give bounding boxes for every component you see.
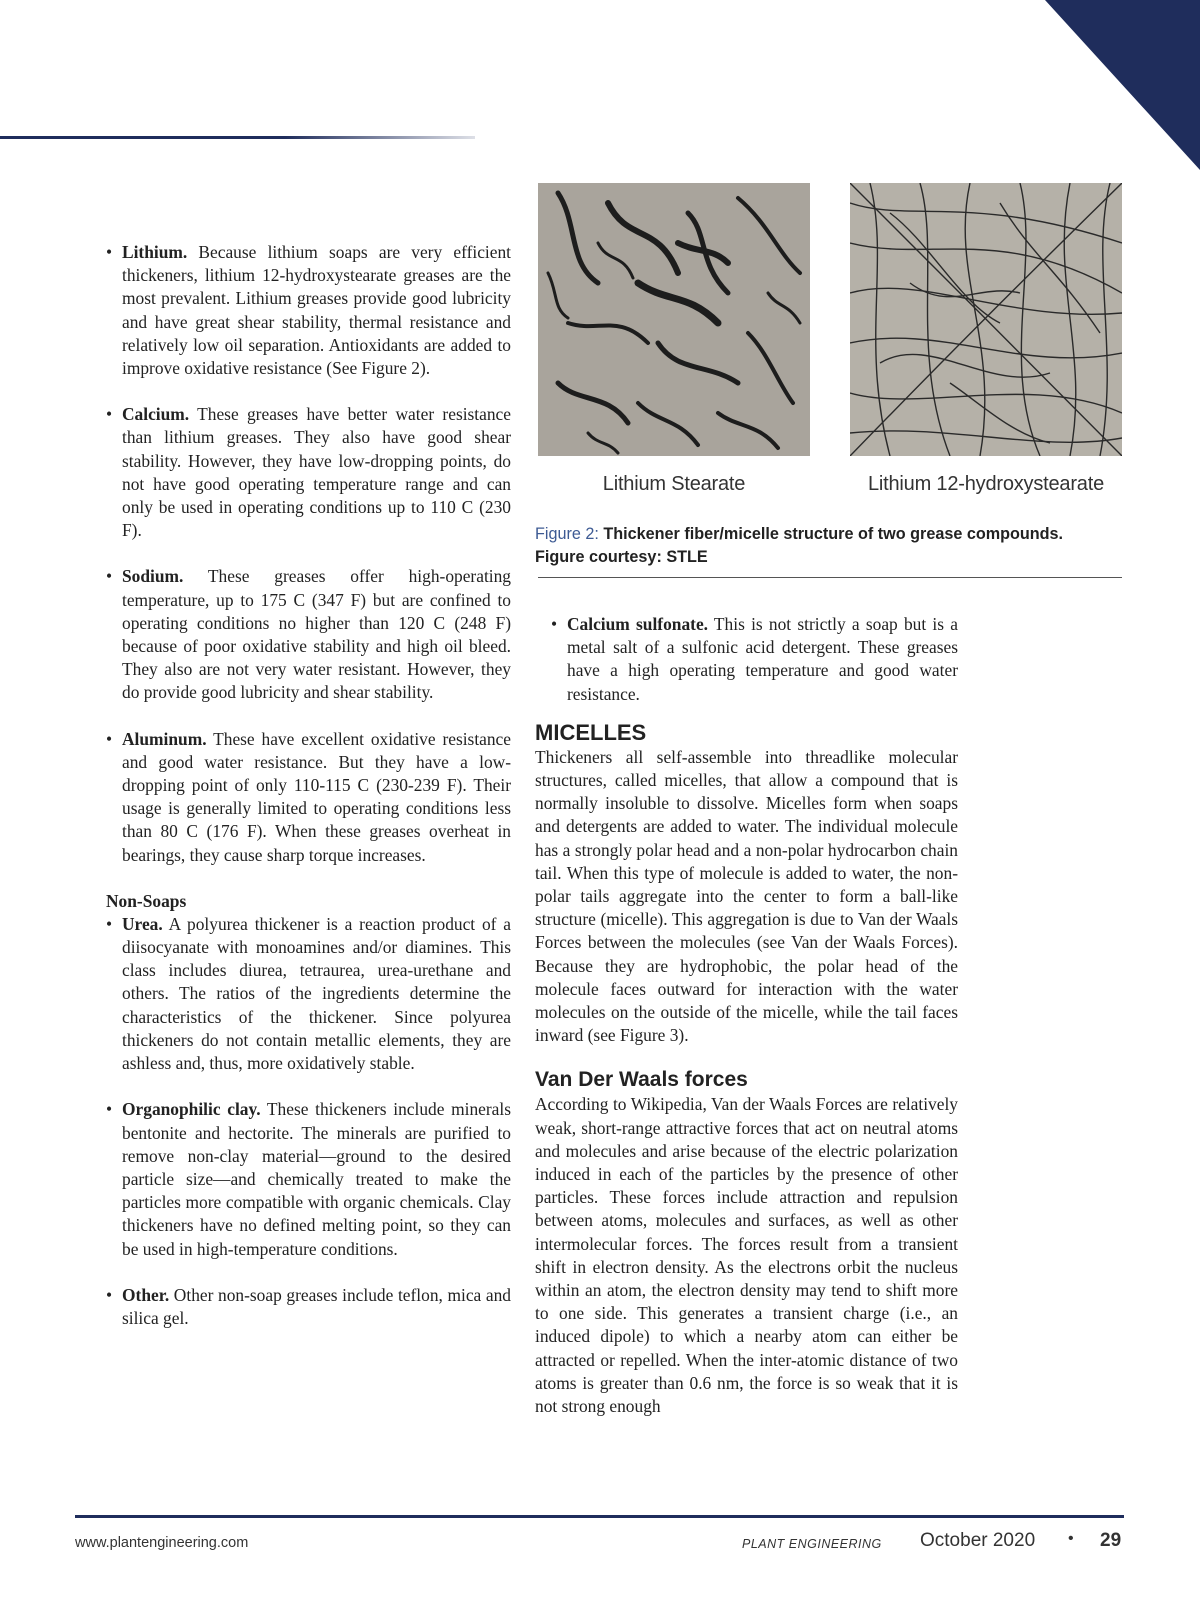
footer-date: October 2020: [920, 1530, 1036, 1551]
non-soaps-heading: Non-Soaps: [106, 890, 187, 911]
figure-caption-text: Thickener fiber/micelle structure of two grease compounds. Figure courtesy: STLE: [535, 525, 1064, 566]
header-rule: [0, 136, 475, 139]
body-calcium: These greases have better water resistance than lithium greases. They also have good shear stability. However, they have low-dropping points, do not have good operating temperature range and can only be used in operating conditions up to 110 C (230 F).: [122, 404, 511, 541]
lithium-stearate-micrograph: [538, 183, 810, 456]
caption-divider: [538, 577, 1122, 578]
body-aluminum: These have excellent oxidative resistance and good water resistance. But they have a low-dropping point of only 110-115 C (230-239 F). Their usage is generally limited to operating conditions less than 80 C (176 F). When these greases overheat in bearings, they cause sharp torque increases.: [122, 728, 511, 865]
term-calcium: Calcium.: [122, 404, 190, 425]
list-item-calcium: [106, 403, 511, 542]
list-item-other: [106, 1284, 511, 1330]
left-column: [106, 241, 511, 1353]
term-clay: Organophilic clay.: [122, 1099, 261, 1120]
list-item-calcium-sulfonate: [535, 613, 958, 706]
footer-url: www.plantengineering.com: [75, 1535, 249, 1551]
body-lithium: Because lithium soaps are very efficient thickeners, lithium 12-hydroxystearate greases are the most prevalent. Lithium greases provide good lubricity and have great shear stability, thermal resistance and relatively low oil separation. Antioxidants are added to improve oxidative resistance (See Figure 2).: [122, 242, 511, 379]
figure-caption: [535, 523, 1095, 569]
term-urea: Urea.: [122, 913, 163, 934]
footer-separator: •: [1068, 1530, 1074, 1547]
list-item-sodium: [106, 565, 511, 704]
footer-magazine-name: PLANT ENGINEERING: [742, 1537, 882, 1551]
corner-triangle-decoration: [1020, 0, 1200, 175]
micelles-paragraph: Thickeners all self-assemble into threadlike molecular structures, called micelles, that allow a compound that is normally insoluble to dissolve. Micelles form when soaps and detergents are added to water. The individual molecule has a strongly polar head and a non-polar hydrocarbon chain tail. When this type of molecule is added to water, the non-polar tails aggregate into the center to form a ball-like structure (micelle). This aggregation is due to Van der Waals Forces between the molecules (see Van der Waals Forces). Because they are hydrophobic, the polar head of the molecule faces outward for interaction with the water molecules on the outside of the micelle, while the tail faces inward (see Figure 3).: [535, 746, 958, 1046]
lithium-hydroxystearate-micrograph: [850, 183, 1122, 456]
figure-label-lithium-stearate: Lithium Stearate: [602, 473, 746, 495]
body-other: Other non-soap greases include teflon, mica and silica gel.: [122, 1284, 511, 1328]
figure-label-lithium-hydroxystearate: Lithium 12-hydroxystearate: [867, 473, 1105, 495]
list-item-organophilic-clay: [106, 1098, 511, 1260]
van-der-waals-paragraph: According to Wikipedia, Van der Waals Forces are relatively weak, short-range attractive forces that act on neutral atoms and molecules and arise because of the electric polarization induced in each of the particles by the presence of other particles. These forces include attraction and repulsion between atoms, molecules and surfaces, as well as other intermolecular forces. The forces result from a transient shift in electron density. As the electrons orbit the nucleus within an atom, the electron density may tend to shift more to one side. This generates a transient charge (i.e., an induced dipole) to which a nearby atom can either be attracted or repelled. When the inter-atomic distance of two atoms is greater than 0.6 nm, the force is so weak that it is not strong enough: [535, 1094, 958, 1417]
page-number: 29: [1100, 1530, 1122, 1551]
right-column: [535, 613, 958, 1418]
micelles-heading: MICELLES: [535, 719, 647, 745]
term-other: Other.: [122, 1284, 170, 1305]
figure-number: Figure 2:: [535, 525, 599, 543]
term-aluminum: Aluminum.: [122, 728, 207, 749]
list-item-urea: [106, 913, 511, 1075]
list-item-aluminum: [106, 728, 511, 867]
body-clay: These thickeners include minerals bentonite and hectorite. The minerals are purified to remove non-clay material—ground to the desired particle size—and chemically treated to make the particles more compatible with organic chemicals. Clay thickeners have no defined melting point, so they can be used in high-temperature conditions.: [122, 1099, 511, 1259]
term-lithium: Lithium.: [122, 242, 188, 262]
van-der-waals-heading: Van Der Waals forces: [535, 1068, 748, 1092]
body-urea: A polyurea thickener is a reaction product of a diisocyanate with monoamines and/or diamines. This class includes diurea, tetraurea, urea-urethane and others. The ratios of the ingredients determine the characteristics of the thickener. Since polyurea thickeners do not contain metallic elements, they are ashless and, thus, more oxidatively stable.: [122, 913, 511, 1074]
term-sodium: Sodium.: [122, 566, 184, 587]
list-item-lithium: [106, 241, 511, 380]
footer-rule: [75, 1515, 1124, 1518]
body-sodium: These greases offer high-operating temperature, up to 175 C (347 F) but are confined to operating conditions no higher than 120 C (248 F) because of poor oxidative stability and high oil bleed. They also are not very water resistant. However, they do provide good lubricity and shear stability.: [122, 566, 511, 703]
body-calcium-sulfonate: This is not strictly a soap but is a metal salt of a sulfonic acid detergent. These greases have a high operating temperature and good water resistance.: [567, 614, 958, 704]
term-calcium-sulfonate: Calcium sulfonate.: [567, 614, 709, 634]
